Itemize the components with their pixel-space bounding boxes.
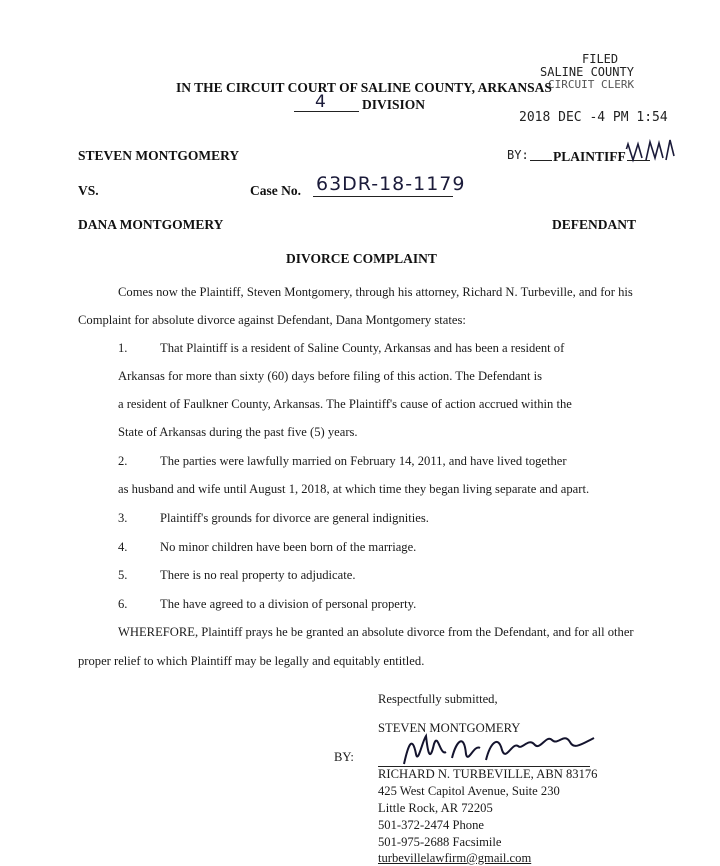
signature-party: STEVEN MONTGOMERY: [378, 721, 521, 735]
para-2-line-1: The parties were lawfully married on February 14, 2011, and have lived together: [160, 454, 567, 468]
signature-by-label: BY:: [334, 750, 354, 764]
para-1-number: 1.: [118, 341, 128, 355]
division-label: DIVISION: [362, 97, 426, 112]
para-5-text: There is no real property to adjudicate.: [160, 568, 356, 582]
case-number: 63DR-18-1179: [316, 173, 466, 195]
attorney-phone: 501-372-2474 Phone: [378, 818, 484, 832]
versus: VS.: [78, 183, 99, 198]
division-number: 4: [315, 92, 326, 112]
prayer-line-1: WHEREFORE, Plaintiff prays he be granted an absolute divorce from the Defendant, and for all other: [118, 625, 634, 639]
attorney-signature-icon: [394, 724, 604, 772]
para-4-number: 4.: [118, 540, 128, 554]
stamp-date: 2018 DEC -4 PM 1:54: [519, 110, 668, 125]
para-1-line-2: Arkansas for more than sixty (60) days before filing of this action. The Defendant is: [118, 369, 542, 383]
para-1-line-3: a resident of Faulkner County, Arkansas. The Plaintiff's cause of action accrued within the: [118, 397, 572, 411]
attorney-email-link[interactable]: turbevillelawfirm@gmail.com: [378, 851, 532, 865]
respectfully-submitted: Respectfully submitted,: [378, 692, 498, 706]
attorney-address-1: 425 West Capitol Avenue, Suite 230: [378, 784, 560, 798]
para-4-text: No minor children have been born of the marriage.: [160, 540, 417, 554]
para-1-line-1: That Plaintiff is a resident of Saline County, Arkansas and has been a resident of: [160, 341, 565, 355]
division-blank: [294, 111, 359, 112]
para-6-text: The have agreed to a division of personal property.: [160, 597, 417, 611]
case-no-line: [313, 196, 453, 197]
clerk-initials-icon: [620, 138, 678, 166]
case-no-label: Case No.: [250, 183, 301, 198]
stamp-county: SALINE COUNTY: [540, 65, 634, 79]
plaintiff-label: PLAINTIFF: [553, 149, 626, 164]
para-6-number: 6.: [118, 597, 128, 611]
para-1-line-4: State of Arkansas during the past five (5) years.: [118, 425, 358, 439]
stamp-filed: FILED: [582, 52, 619, 66]
stamp-clerk: CIRCUIT CLERK: [548, 78, 635, 91]
prayer-line-2: proper relief to which Plaintiff may be legally and equitably entitled.: [78, 654, 425, 668]
para-2-number: 2.: [118, 454, 128, 468]
attorney-fax: 501-975-2688 Facsimile: [378, 835, 502, 849]
stamp-by-label: BY:: [507, 148, 529, 162]
document-title: DIVORCE COMPLAINT: [286, 251, 437, 266]
plaintiff-name: STEVEN MONTGOMERY: [78, 148, 240, 163]
attorney-name: RICHARD N. TURBEVILLE, ABN 83176: [378, 767, 598, 781]
defendant-label: DEFENDANT: [552, 217, 637, 232]
defendant-name: DANA MONTGOMERY: [78, 217, 224, 232]
para-3-text: Plaintiff's grounds for divorce are general indignities.: [160, 511, 429, 525]
para-2-line-2: as husband and wife until August 1, 2018, at which time they began living separate and apart.: [118, 482, 590, 496]
attorney-address-2: Little Rock, AR 72205: [378, 801, 493, 815]
intro-line-2: Complaint for absolute divorce against Defendant, Dana Montgomery states:: [78, 313, 466, 327]
court-heading: IN THE CIRCUIT COURT OF SALINE COUNTY, ARKANSAS: [176, 80, 552, 95]
intro-line-1: Comes now the Plaintiff, Steven Montgomery, through his attorney, Richard N. Turbeville, and for his: [118, 285, 633, 299]
para-5-number: 5.: [118, 568, 128, 582]
para-3-number: 3.: [118, 511, 128, 525]
